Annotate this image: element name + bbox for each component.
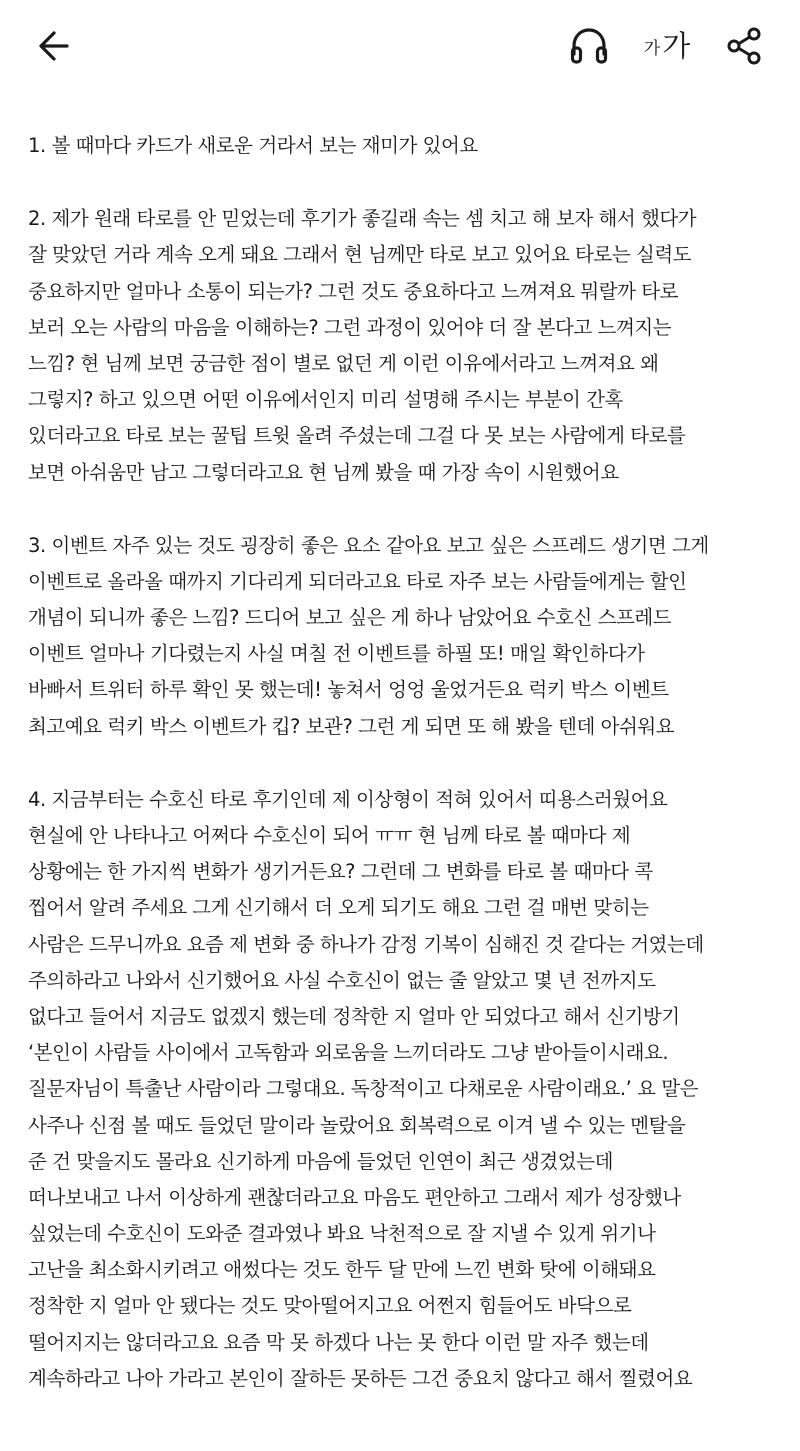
text-line: 중요하지만 얼마나 소통이 되는가? 그런 것도 중요하다고 느껴져요 뭐랄까 타로 xyxy=(28,279,679,303)
text-line: 그렇지? 하고 있으면 어떤 이유에서인지 미리 설명해 주시는 부분이 간혹 xyxy=(28,388,623,412)
text-line: 4. 지금부터는 수호신 타로 후기인데 제 이상형이 적혀 있어서 띠용스러웠어요 xyxy=(28,787,668,811)
text-line: 잘 맞았던 거라 계속 오게 돼요 그래서 현 님께만 타로 보고 있어요 타로는 실력도 xyxy=(28,243,692,267)
review-paragraph xyxy=(28,782,776,1397)
text-line: 떠나보내고 나서 이상하게 괜찮더라고요 마음도 편안하고 그래서 제가 성장했나 xyxy=(28,1185,681,1209)
text-line: ‘본인이 사람들 사이에서 고독함과 외로움을 느끼더라도 그냥 받아들이시래요. xyxy=(28,1041,669,1065)
text-line: 사주나 신점 볼 때도 들었던 말이라 놀랐어요 회복력으로 이겨 낼 수 있는 멘탈을 xyxy=(28,1113,686,1137)
text-line: 보면 아쉬움만 남고 그렇더라고요 현 님께 봤을 때 가장 속이 시원했어요 xyxy=(28,460,619,484)
text-line: 없다고 들어서 지금도 없겠지 했는데 정착한 지 얼마 안 되었다고 해서 신기방기 xyxy=(28,1004,680,1028)
review-paragraph xyxy=(28,201,776,491)
text-line: 바빠서 트위터 하루 확인 못 했는데! 놓쳐서 엉엉 울었거든요 럭키 박스 이벤트 xyxy=(28,678,669,702)
text-line: 현실에 안 나타나고 어쩌다 수호신이 되어 ㅠㅠ 현 님께 타로 볼 때마다 제 xyxy=(28,824,631,847)
text-line: 떨어지지는 않더라고요 요즘 막 못 하겠다 나는 못 한다 이런 말 자주 했는데 xyxy=(28,1330,649,1354)
text-line: 상황에는 한 가지씩 변화가 생기거든요? 그런데 그 변화를 타로 볼 때마다 콕 xyxy=(28,860,653,884)
top-toolbar xyxy=(0,0,800,92)
text-line: 이벤트 얼마나 기다렸는지 사실 며칠 전 이벤트를 하필 또! 매일 확인하다가 xyxy=(28,642,645,666)
text-line: 싶었는데 수호신이 도와준 결과였나 봐요 낙천적으로 잘 지낼 수 있게 위기나 xyxy=(28,1222,656,1246)
text-line: 질문자님이 특출난 사람이라 그렇대요. 독창적이고 다채로운 사람이래요.’ 요 말은 xyxy=(28,1077,699,1101)
text-line: 준 건 맞을지도 몰라요 신기하게 마음에 들었던 인연이 최근 생겼었는데 xyxy=(28,1149,613,1173)
text-line: 계속하라고 나아 가라고 본인이 잘하든 못하든 그건 중요치 않다고 해서 찔렸어요 xyxy=(28,1366,693,1390)
review-body xyxy=(28,128,776,1428)
text-line: 고난을 최소화시키려고 애썼다는 것도 한두 달 만에 느낀 변화 탓에 이해돼요 xyxy=(28,1258,656,1282)
headphones-icon xyxy=(568,26,610,66)
text-line: 1. 볼 때마다 카드가 새로운 거라서 보는 재미가 있어요 xyxy=(28,134,478,157)
text-line: 보러 오는 사람의 마음을 이해하는? 그런 과정이 있어야 더 잘 본다고 느껴지는 xyxy=(28,315,672,339)
font-size-button[interactable] xyxy=(636,20,698,72)
text-line: 찝어서 알려 주세요 그게 신기해서 더 오게 되기도 해요 그런 걸 매번 맞히는 xyxy=(28,896,649,920)
arrow-left-icon xyxy=(34,26,74,66)
text-line: 이벤트로 올라올 때까지 기다리게 되더라고요 타로 자주 보는 사람들에게는 할인 xyxy=(28,569,687,593)
font-size-large-glyph: 가 xyxy=(662,28,691,63)
review-paragraph xyxy=(28,528,776,745)
share-button[interactable] xyxy=(716,20,772,72)
text-line: 사람은 드무니까요 요즘 제 변화 중 하나가 감정 기복이 심해진 것 같다는 거였는데 xyxy=(28,932,704,956)
share-icon xyxy=(725,26,763,66)
text-line: 주의하라고 나와서 신기했어요 사실 수호신이 없는 줄 알았고 몇 년 전까지도 xyxy=(28,968,656,992)
font-size-icon xyxy=(643,28,691,63)
text-line: 있더라고요 타로 보는 꿀팁 트윗 올려 주셨는데 그걸 다 못 보는 사람에게 타로를 xyxy=(28,424,686,448)
text-line: 2. 제가 원래 타로를 안 믿었는데 후기가 좋길래 속는 셈 치고 해 보자 해서 했다가 xyxy=(28,207,697,231)
text-line: 3. 이벤트 자주 있는 것도 굉장히 좋은 요소 같아요 보고 싶은 스프레드 생기면 그게 xyxy=(28,533,709,557)
text-line: 최고예요 럭키 박스 이벤트가 킵? 보관? 그런 게 되면 또 해 봤을 텐데 아쉬워요 xyxy=(28,714,675,738)
review-paragraph xyxy=(28,128,776,164)
font-size-small-glyph: 가 xyxy=(643,38,661,59)
text-line: 느낌? 현 님께 보면 궁금한 점이 별로 없던 게 이런 이유에서라고 느껴져요 왜 xyxy=(28,351,659,375)
back-button[interactable] xyxy=(26,20,82,72)
text-line: 개념이 되니까 좋은 느낌? 드디어 보고 싶은 게 하나 남았어요 수호신 스프레드 xyxy=(28,606,672,630)
text-line: 정착한 지 얼마 안 됐다는 것도 맞아떨어지고요 어쩐지 힘들어도 바닥으로 xyxy=(28,1294,632,1318)
listen-button[interactable] xyxy=(562,20,616,72)
